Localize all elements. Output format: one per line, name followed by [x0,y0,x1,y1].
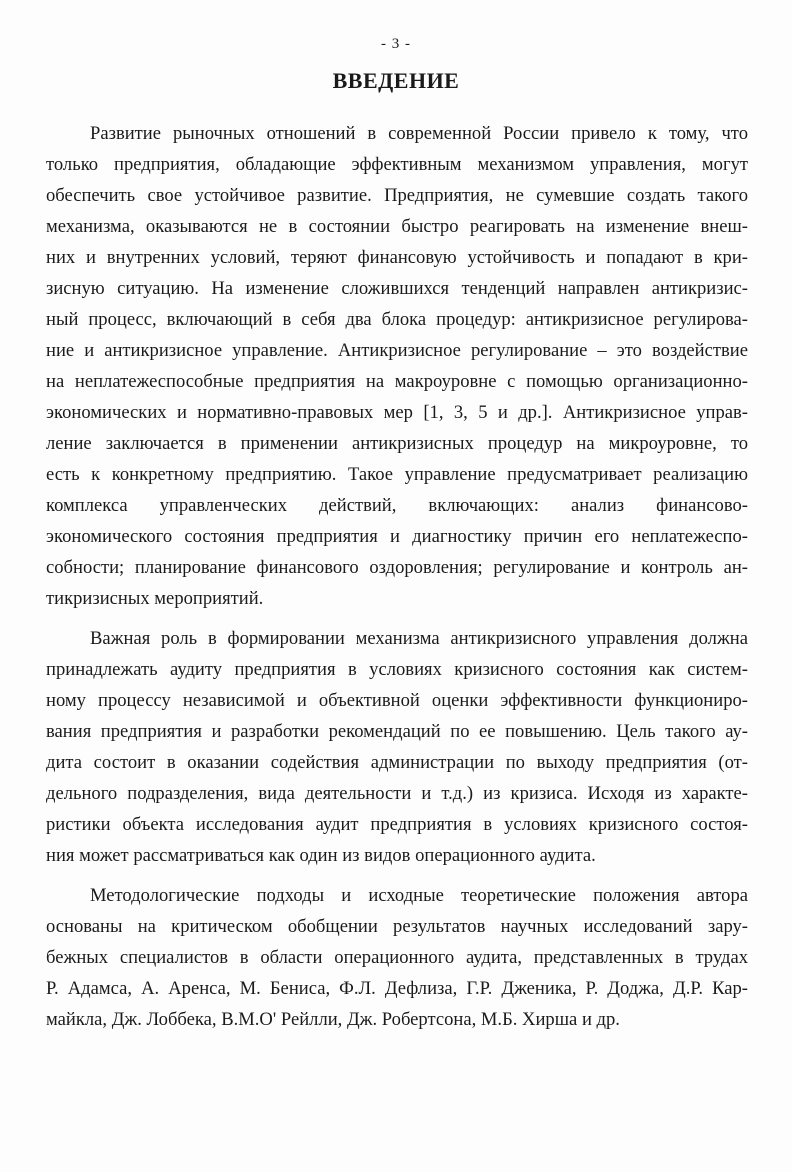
text-line: ление заключается в применении антикризисных процедур на микроуровне, то [46,433,748,454]
text-line: принадлежать аудиту предприятия в условиях кризисного состояния как систем- [46,659,748,680]
text-line: есть к конкретному предприятию. Такое управление предусматривает реализацию [46,464,748,485]
text-line: комплекса управленческих действий, включающих: анализ финансово- [46,495,748,516]
text-line: на неплатежеспособные предприятия на макроуровне с помощью организационно- [46,371,748,392]
text-line: ному процессу независимой и объективной оценки эффективности функциониро- [46,690,748,711]
text-line: Методологические подходы и исходные теоретические положения автора [90,885,748,906]
text-line: бежных специалистов в области операционного аудита, представленных в трудах [46,947,748,968]
text-line: Р. Адамса, А. Аренса, М. Бениса, Ф.Л. Дефлиза, Г.Р. Дженика, Р. Доджа, Д.Р. Кар- [46,978,748,999]
paragraph-3 [46,880,748,1035]
text-line: основаны на критическом обобщении результатов научных исследований зару- [46,916,748,937]
text-line: них и внутренних условий, теряют финансовую устойчивость и попадают в кри- [46,247,748,268]
paragraph-2 [46,623,748,871]
text-line: обеспечить свое устойчивое развитие. Предприятия, не сумевшие создать такого [46,185,748,206]
page-number: - 3 - [381,36,411,52]
text-line: только предприятия, обладающие эффективным механизмом управления, могут [46,154,748,175]
text-line: экономического состояния предприятия и диагностику причин его неплатежеспо- [46,526,748,547]
text-line: ристики объекта исследования аудит предприятия в условиях кризисного состоя- [46,814,748,835]
paragraph-1 [46,118,748,614]
text-line: ния может рассматриваться как один из видов операционного аудита. [46,845,596,866]
text-line: зисную ситуацию. На изменение сложившихся тенденций направлен антикризис- [46,278,748,299]
page-title: ВВЕДЕНИЕ [332,68,460,93]
text-line: механизма, оказываются не в состоянии быстро реагировать на изменение внеш- [46,216,748,237]
body-text [46,118,748,1044]
text-line: дельного подразделения, вида деятельности и т.д.) из кризиса. Исходя из характе- [46,783,748,804]
text-line: майкла, Дж. Лоббека, В.М.О' Рейлли, Дж. Робертсона, М.Б. Хирша и др. [46,1009,620,1030]
text-line: Важная роль в формировании механизма антикризисного управления должна [90,628,748,649]
text-line: ние и антикризисное управление. Антикризисное регулирование – это воздействие [46,340,748,361]
text-line: дита состоит в оказании содействия администрации по выходу предприятия (от- [46,752,748,773]
text-line: ный процесс, включающий в себя два блока процедур: антикризисное регулирова- [46,309,748,330]
text-line: Развитие рыночных отношений в современной России привело к тому, что [90,123,748,144]
text-line: собности; планирование финансового оздоровления; регулирование и контроль ан- [46,557,748,578]
text-line: тикризисных мероприятий. [46,588,264,609]
text-line: вания предприятия и разработки рекомендаций по ее повышению. Цель такого ау- [46,721,748,742]
text-line: экономических и нормативно-правовых мер [1, 3, 5 и др.]. Антикризисное управ- [46,402,748,423]
